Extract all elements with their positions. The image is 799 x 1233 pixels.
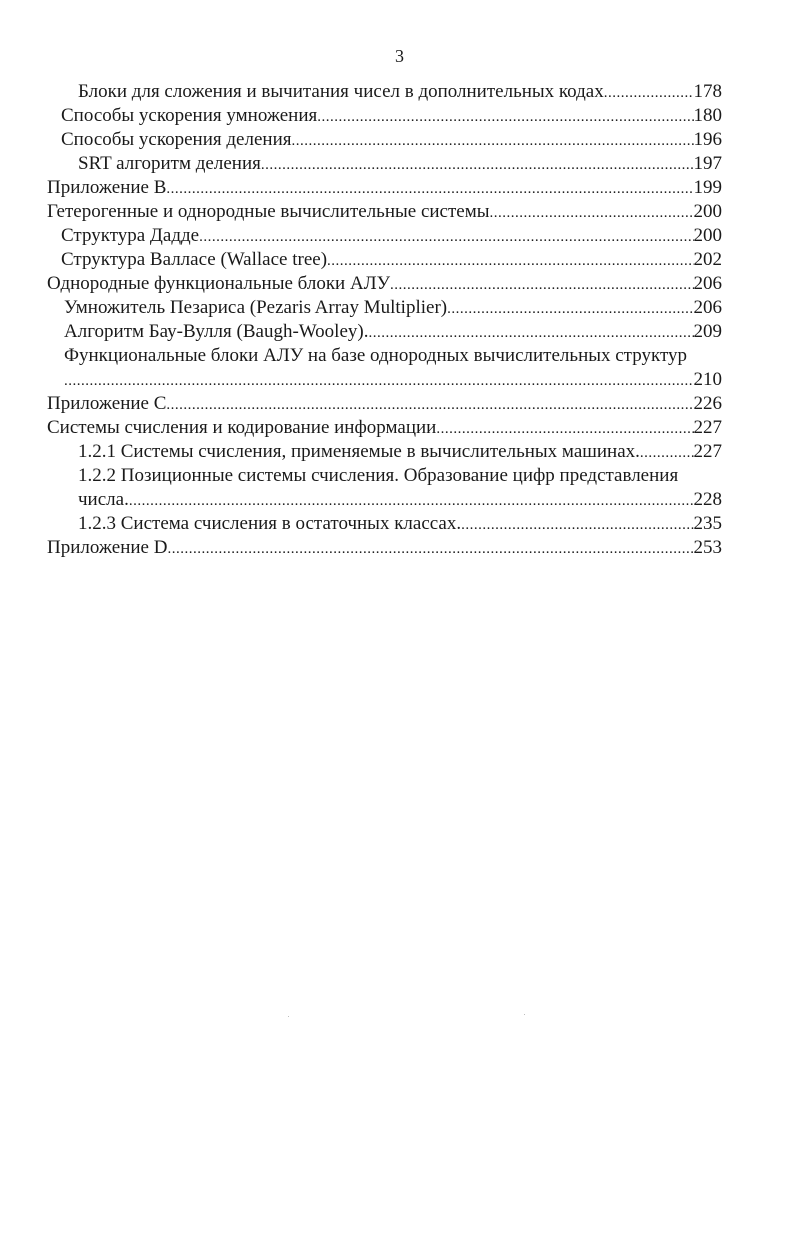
toc-entry: [0, 512, 799, 536]
toc-entry-page: 227: [693, 417, 722, 438]
toc-dot-leader: [327, 249, 693, 273]
toc-entry: [0, 320, 799, 344]
toc-dot-leader: [604, 81, 694, 105]
toc-entry: [0, 80, 799, 104]
toc-dot-leader: [317, 105, 693, 129]
toc-dot-leader: [166, 177, 693, 201]
toc-entry: [0, 104, 799, 128]
toc-entry: [0, 440, 799, 464]
toc-entry-page: 180: [693, 105, 722, 126]
toc-dot-leader: [368, 321, 693, 345]
toc-entry-title: Способы ускорения умножения: [61, 105, 318, 126]
toc-entry-title: Способы ускорения деления: [61, 129, 292, 150]
toc-entry-page: 202: [693, 249, 722, 270]
toc-dot-leader: [640, 441, 694, 465]
toc-dot-leader: [261, 153, 694, 177]
toc-entry-page: 200: [693, 201, 722, 222]
scan-speck: [288, 1016, 289, 1017]
toc-entry-page: 209: [693, 321, 722, 342]
toc-entry-title: Гетерогенные и однородные вычислительные системы: [47, 201, 490, 222]
toc-entry-title: Системы счисления и кодирование информации: [47, 417, 437, 438]
toc-dot-leader: [436, 417, 693, 441]
toc-entry: [0, 416, 799, 440]
toc-entry-page: 178: [693, 81, 722, 102]
toc-entry-title: Приложение B: [47, 177, 167, 198]
toc-dot-leader: [490, 201, 694, 225]
toc-entry-page: 197: [693, 153, 722, 174]
toc-dot-leader: [390, 273, 693, 297]
toc-entry: [0, 224, 799, 248]
toc-entry-page: 210: [693, 369, 722, 390]
toc-entry-page: 253: [693, 537, 722, 558]
toc-entry-wrapped-line1: [0, 344, 799, 368]
toc-entry-title: Приложение D: [47, 537, 168, 558]
toc-entry-title: Структура Дадде: [61, 225, 200, 246]
toc-dot-leader: [64, 369, 694, 393]
toc-entry-page: 226: [693, 393, 722, 414]
toc-entry-title: 1.2.3 Система счисления в остаточных классах.: [78, 513, 462, 534]
toc-entry-page: 199: [693, 177, 722, 198]
toc-dot-leader: [166, 393, 693, 417]
toc-entry-page: 206: [693, 273, 722, 294]
toc-entry-page: 200: [693, 225, 722, 246]
toc-entry-title: Блоки для сложения и вычитания чисел в дополнительных кодах: [78, 81, 604, 102]
toc-entry: [0, 176, 799, 200]
toc-entry: [0, 296, 799, 320]
toc-dot-leader: [167, 537, 693, 561]
toc-entry-title: 1.2.1 Системы счисления, применяемые в вычислительных машинах.: [78, 441, 640, 462]
toc-dot-leader: [129, 489, 694, 513]
toc-entry-title: 1.2.2 Позиционные системы счисления. Образование цифр представления: [78, 465, 679, 486]
toc-dot-leader: [291, 129, 693, 153]
toc-entry-title: Структура Валласе (Wallace tree): [61, 249, 328, 270]
toc-entry-title: Умножитель Пезариса (Pezaris Array Multiplier): [64, 297, 448, 318]
page-number: 3: [395, 46, 404, 66]
toc-entry: [0, 536, 799, 560]
toc-entry-page: 196: [693, 129, 722, 150]
toc-entry-title: SRT алгоритм деления: [78, 153, 261, 174]
toc-entry: [0, 248, 799, 272]
toc-entry-title: Алгоритм Бау-Вулля (Baugh-Wooley).: [64, 321, 369, 342]
toc-dot-leader: [199, 225, 693, 249]
toc-entry-title: Однородные функциональные блоки АЛУ: [47, 273, 391, 294]
table-of-contents: [0, 80, 799, 560]
toc-entry-title: Приложение C: [47, 393, 167, 414]
toc-entry-title: Функциональные блоки АЛУ на базе однородных вычислительных структур: [64, 345, 688, 366]
toc-entry: [0, 152, 799, 176]
toc-entry: [0, 392, 799, 416]
toc-entry-wrapped-line1: [0, 464, 799, 488]
toc-dot-leader: [461, 513, 693, 537]
toc-entry-page: 228: [693, 489, 722, 510]
scan-speck: [524, 1014, 525, 1015]
toc-entry-page: 227: [693, 441, 722, 462]
toc-dot-leader: [447, 297, 693, 321]
toc-entry: [0, 200, 799, 224]
toc-entry: [0, 128, 799, 152]
toc-entry-page: 206: [693, 297, 722, 318]
toc-entry-wrapped-line2: [0, 488, 799, 512]
toc-entry: [0, 272, 799, 296]
toc-entry-wrapped-line2: [0, 368, 799, 392]
toc-entry-continuation: числа.: [78, 489, 129, 510]
toc-entry-page: 235: [693, 513, 722, 534]
